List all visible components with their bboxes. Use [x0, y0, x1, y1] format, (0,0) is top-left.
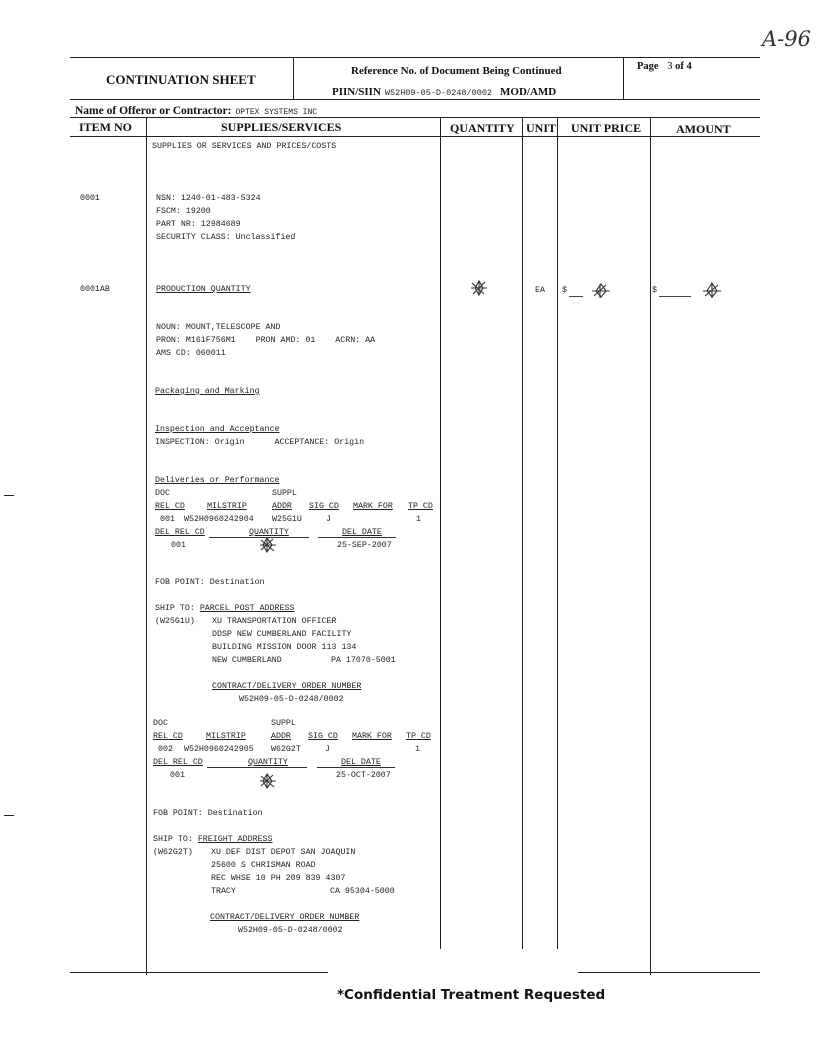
- page-label: Page: [637, 61, 659, 72]
- pron-value: PRON: M161F756M1: [156, 336, 236, 345]
- del1-city: NEW CUMBERLAND: [212, 656, 282, 665]
- del2-addr-header: ADDR: [271, 732, 291, 741]
- del2-address-1: XU DEF DIST DEPOT SAN JOAQUIN: [211, 848, 356, 857]
- item-no-0001ab: 0001AB: [80, 285, 110, 294]
- del1-tp-cd: 1: [416, 515, 421, 524]
- piin-line: [332, 82, 556, 100]
- col-quantity: QUANTITY: [450, 121, 515, 135]
- security-class-line: SECURITY CLASS: Unclassified: [156, 233, 296, 242]
- del2-contract-label: CONTRACT/DELIVERY ORDER NUMBER: [210, 913, 360, 922]
- production-quantity-title: PRODUCTION QUANTITY: [156, 285, 251, 294]
- item-no-0001: 0001: [80, 194, 100, 203]
- inspection-line: [155, 437, 364, 450]
- del2-quantity-header: QUANTITY: [248, 758, 288, 767]
- del2-mark-for-header: MARK FOR: [352, 732, 392, 741]
- del2-del-date-header: DEL DATE: [341, 758, 381, 767]
- offeror-label: Name of Offeror or Contractor:: [75, 105, 232, 117]
- del2-address-3: REC WHSE 10 PH 209 839 4307: [211, 874, 346, 883]
- del1-address-3: BUILDING MISSION DOOR 113 134: [212, 643, 357, 652]
- del1-address-2: DDSP NEW CUMBERLAND FACILITY: [212, 630, 352, 639]
- sheet-title: CONTINUATION SHEET: [106, 72, 256, 87]
- del2-rel-cd: 002: [158, 745, 173, 754]
- del1-del-rel-cd: 001: [171, 541, 186, 550]
- del1-state-zip: PA 17070-5001: [331, 656, 396, 665]
- pron-line: [156, 335, 375, 348]
- del2-ship-to-label: SHIP TO:: [153, 835, 193, 844]
- del1-quantity-header: QUANTITY: [249, 528, 289, 537]
- del1-del-date: 25-SEP-2007: [337, 541, 392, 550]
- del1-doc-label: DOC: [155, 489, 170, 498]
- reference-label: Reference No. of Document Being Continued: [351, 65, 562, 77]
- inspection-value: INSPECTION: Origin: [155, 438, 245, 447]
- page-of: of 4: [675, 61, 692, 72]
- page-mark: A-96: [762, 27, 811, 51]
- del2-tp-cd-header: TP CD: [406, 732, 431, 741]
- nsn-line: NSN: 1240-01-483-5324: [156, 194, 261, 203]
- fscm-line: FSCM: 19200: [156, 207, 211, 216]
- del1-fob-line: FOB POINT: Destination: [155, 578, 265, 587]
- pron-amd-value: PRON AMD: 01: [255, 336, 316, 345]
- del1-addr-header: ADDR: [272, 502, 292, 511]
- unit-value: EA: [535, 286, 545, 295]
- page-indicator: [637, 61, 692, 72]
- redacted-amount-mark: [701, 281, 723, 299]
- del2-doc-label: DOC: [153, 719, 168, 728]
- del2-address-2: 25600 S CHRISMAN ROAD: [211, 861, 316, 870]
- offeror-value: OPTEX SYSTEMS INC: [235, 108, 318, 117]
- del1-sig-cd-header: SIG CD: [309, 502, 339, 511]
- del2-del-rel-cd: 001: [170, 771, 185, 780]
- del1-address-1: XU TRANSPORTATION OFFICER: [212, 617, 337, 626]
- ams-line: AMS CD: 060011: [156, 349, 226, 358]
- del1-milstrip: W52H0960242904: [184, 515, 254, 524]
- packaging-title: Packaging and Marking: [155, 387, 260, 396]
- del2-addr: W62G2T: [271, 745, 301, 754]
- col-supplies-services: SUPPLIES/SERVICES: [221, 120, 342, 134]
- piin-value: W52H09-05-D-0248/0002: [384, 88, 493, 98]
- col-amount: AMOUNT: [676, 122, 731, 136]
- del1-sig-cd: J: [326, 515, 331, 524]
- del2-state-zip: CA 95304-5000: [330, 887, 395, 896]
- piin-label: PIIN/SIIN: [332, 86, 381, 98]
- del2-city: TRACY: [211, 887, 236, 896]
- del2-code: (W62G2T): [153, 848, 193, 857]
- del2-ship-to: [153, 834, 273, 847]
- noun-line: NOUN: MOUNT,TELESCOPE AND: [156, 323, 281, 332]
- section-heading: SUPPLIES OR SERVICES AND PRICES/COSTS: [152, 142, 337, 151]
- del1-contract-label: CONTRACT/DELIVERY ORDER NUMBER: [212, 682, 362, 691]
- unit-price-prefix: $: [562, 286, 567, 295]
- del1-addr: W25G1U: [272, 515, 302, 524]
- col-unit-price: UNIT PRICE: [571, 121, 642, 135]
- inspection-title: Inspection and Acceptance: [155, 425, 280, 434]
- confidential-footer: *Confidential Treatment Requested: [337, 987, 606, 1003]
- del1-milstrip-header: MILSTRIP: [207, 502, 247, 511]
- mod-label: MOD/AMD: [500, 86, 557, 98]
- del1-del-date-header: DEL DATE: [342, 528, 382, 537]
- del1-redacted-quantity-mark: [257, 536, 279, 554]
- del2-ship-to-type: FREIGHT ADDRESS: [197, 835, 273, 844]
- del2-rel-cd-header: REL CD: [153, 732, 183, 741]
- del2-sig-cd-header: SIG CD: [308, 732, 338, 741]
- del1-mark-for-header: MARK FOR: [353, 502, 393, 511]
- col-unit: UNIT: [526, 121, 557, 135]
- redacted-quantity-mark: [468, 279, 490, 297]
- deliveries-title: Deliveries or Performance: [155, 476, 280, 485]
- del1-rel-cd-header: REL CD: [155, 502, 185, 511]
- del1-suppl-label: SUPPL: [272, 489, 297, 498]
- del1-contract-number: W52H09-05-D-0248/0002: [239, 695, 344, 704]
- del1-del-rel-cd-header: DEL REL CD: [155, 528, 205, 537]
- part-nr-line: PART NR: 12984689: [156, 220, 241, 229]
- del2-redacted-quantity-mark: [257, 772, 279, 790]
- del1-tp-cd-header: TP CD: [408, 502, 433, 511]
- redacted-unit-price-mark: [590, 281, 612, 299]
- del2-milstrip-header: MILSTRIP: [206, 732, 246, 741]
- del2-milstrip: W52H0960242905: [184, 745, 254, 754]
- del2-del-rel-cd-header: DEL REL CD: [153, 758, 203, 767]
- del1-rel-cd: 001: [160, 515, 175, 524]
- del1-code: (W25G1U): [155, 617, 195, 626]
- del2-del-date: 25-OCT-2007: [336, 771, 391, 780]
- acrn-value: ACRN: AA: [335, 336, 376, 345]
- del1-ship-to-type: PARCEL POST ADDRESS: [199, 604, 295, 613]
- acceptance-value: ACCEPTANCE: Origin: [274, 438, 365, 447]
- amount-prefix: $: [652, 286, 657, 295]
- del2-sig-cd: J: [325, 745, 330, 754]
- page-number: 3: [667, 61, 673, 72]
- del1-ship-to-label: SHIP TO:: [155, 604, 195, 613]
- col-item-no: ITEM NO: [79, 120, 133, 134]
- del2-contract-number: W52H09-05-D-0248/0002: [238, 926, 343, 935]
- del2-tp-cd: 1: [415, 745, 420, 754]
- del2-fob-line: FOB POINT: Destination: [153, 809, 263, 818]
- del2-suppl-label: SUPPL: [271, 719, 296, 728]
- del1-ship-to: [155, 603, 294, 616]
